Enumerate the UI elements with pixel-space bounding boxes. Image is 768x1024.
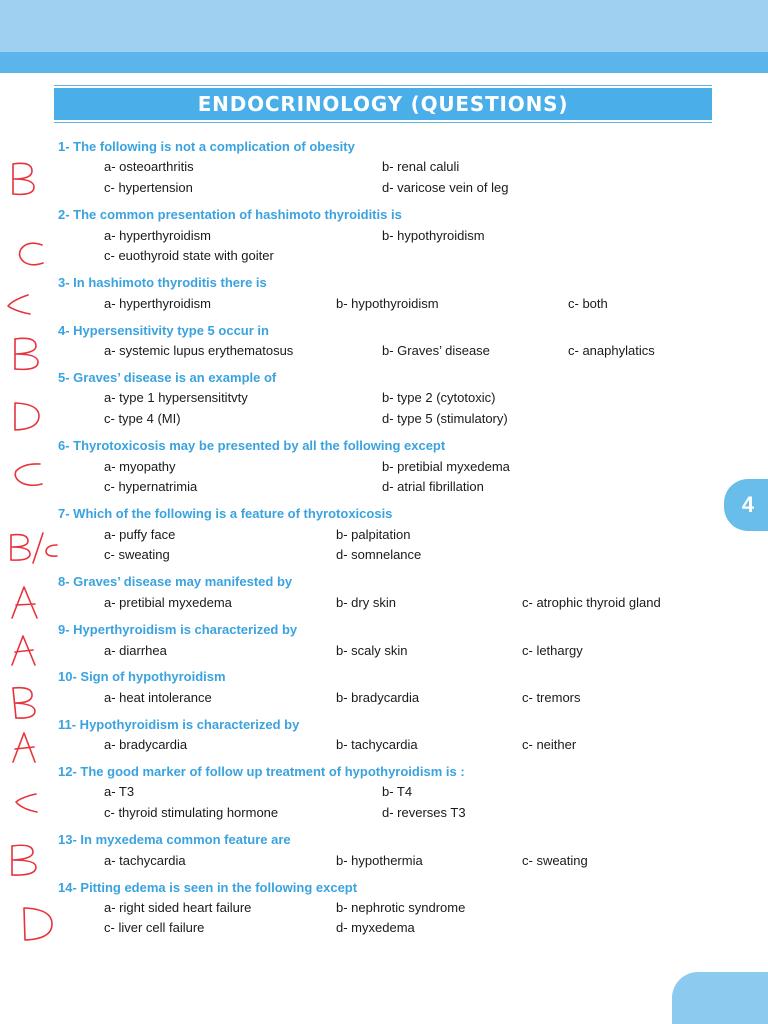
option: a- puffy face [104,527,176,542]
option: c- sweating [104,547,170,562]
option: b- Graves’ disease [382,343,490,358]
page-number-tab: 4 [724,479,768,531]
option: c- euothyroid state with goiter [104,248,274,263]
question-12: 12- The good marker of follow up treatment of hypothyroidism is : [58,764,465,779]
option: a- heat intolerance [104,690,212,705]
question-3: 3- In hashimoto thyroditis there is [58,275,267,290]
option: c- hypernatrimia [104,479,198,494]
option: b- scaly skin [336,643,408,658]
option: a- hyperthyroidism [104,228,211,243]
option: a- systemic lupus erythematosus [104,343,294,358]
question-8: 8- Graves’ disease may manifested by [58,574,293,589]
option: c- neither [522,737,577,752]
option: b- hypothyroidism [336,296,439,311]
handwritten-answer-13 [12,845,36,875]
title-rule-bottom [54,122,712,123]
option: a- right sided heart failure [104,900,252,915]
handwritten-answer-8 [12,587,37,618]
header-band [0,0,768,52]
option: c- sweating [522,853,588,868]
option: c- hypertension [104,180,193,195]
handwritten-answer-4 [15,338,38,369]
option: d- reverses T3 [382,805,466,820]
question-7: 7- Which of the following is a feature of thyrotoxicosis [58,506,393,521]
handwritten-answer-10 [13,688,35,718]
question-1: 1- The following is not a complication of obesity [58,139,355,154]
option: d- varicose vein of leg [382,180,509,195]
title-rule-top [54,85,712,86]
option: b- tachycardia [336,737,418,752]
question-9: 9- Hyperthyroidism is characterized by [58,622,298,637]
question-5: 5- Graves’ disease is an example of [58,370,277,385]
option: a- hyperthyroidism [104,296,211,311]
handwritten-answer-12 [16,794,37,812]
handwritten-answer-11 [13,733,35,762]
option: c- anaphylatics [568,343,655,358]
page-title: ENDOCRINOLOGY (QUESTIONS) [54,88,712,120]
option: a- diarrhea [104,643,167,658]
option: d- type 5 (stimulatory) [382,411,508,426]
option: b- palpitation [336,527,411,542]
corner-decoration [672,972,768,1024]
option: b- pretibial myxedema [382,459,510,474]
handwritten-answer-7 [11,533,57,563]
question-11: 11- Hypothyroidism is characterized by [58,717,300,732]
option: a- type 1 hypersensititvty [104,390,248,405]
option: b- type 2 (cytotoxic) [382,390,496,405]
option: c- both [568,296,608,311]
option: a- tachycardia [104,853,186,868]
handwritten-answer-6 [15,464,42,485]
option: d- myxedema [336,920,415,935]
option: a- osteoarthritis [104,159,194,174]
option: c- thyroid stimulating hormone [104,805,279,820]
question-14: 14- Pitting edema is seen in the following except [58,880,358,895]
option: b- dry skin [336,595,396,610]
option: a- bradycardia [104,737,188,752]
option: a- T3 [104,784,135,799]
option: b- T4 [382,784,413,799]
handwritten-answer-2 [20,243,43,265]
option: b- hypothyroidism [382,228,485,243]
question-13: 13- In myxedema common feature are [58,832,291,847]
option: c- lethargy [522,643,583,658]
handwritten-answer-14 [24,908,52,940]
handwritten-answers [0,0,60,1024]
handwritten-answer-9 [12,636,35,665]
question-2: 2- The common presentation of hashimoto thyroiditis is [58,207,402,222]
option: d- atrial fibrillation [382,479,484,494]
question-4: 4- Hypersensitivity type 5 occur in [58,323,269,338]
option: c- type 4 (MI) [104,411,181,426]
handwritten-answer-3 [8,295,30,314]
option: a- pretibial myxedema [104,595,232,610]
header-band-stripe [0,52,768,73]
option: b- hypothermia [336,853,423,868]
option: c- atrophic thyroid gland [522,595,661,610]
handwritten-answer-1 [13,163,34,194]
option: c- liver cell failure [104,920,205,935]
option: d- somnelance [336,547,422,562]
question-6: 6- Thyrotoxicosis may be presented by all the following except [58,438,446,453]
option: c- tremors [522,690,581,705]
option: b- renal caluli [382,159,460,174]
option: a- myopathy [104,459,176,474]
handwritten-answer-5 [15,403,39,430]
question-10: 10- Sign of hypothyroidism [58,669,226,684]
option: b- nephrotic syndrome [336,900,466,915]
option: b- bradycardia [336,690,420,705]
